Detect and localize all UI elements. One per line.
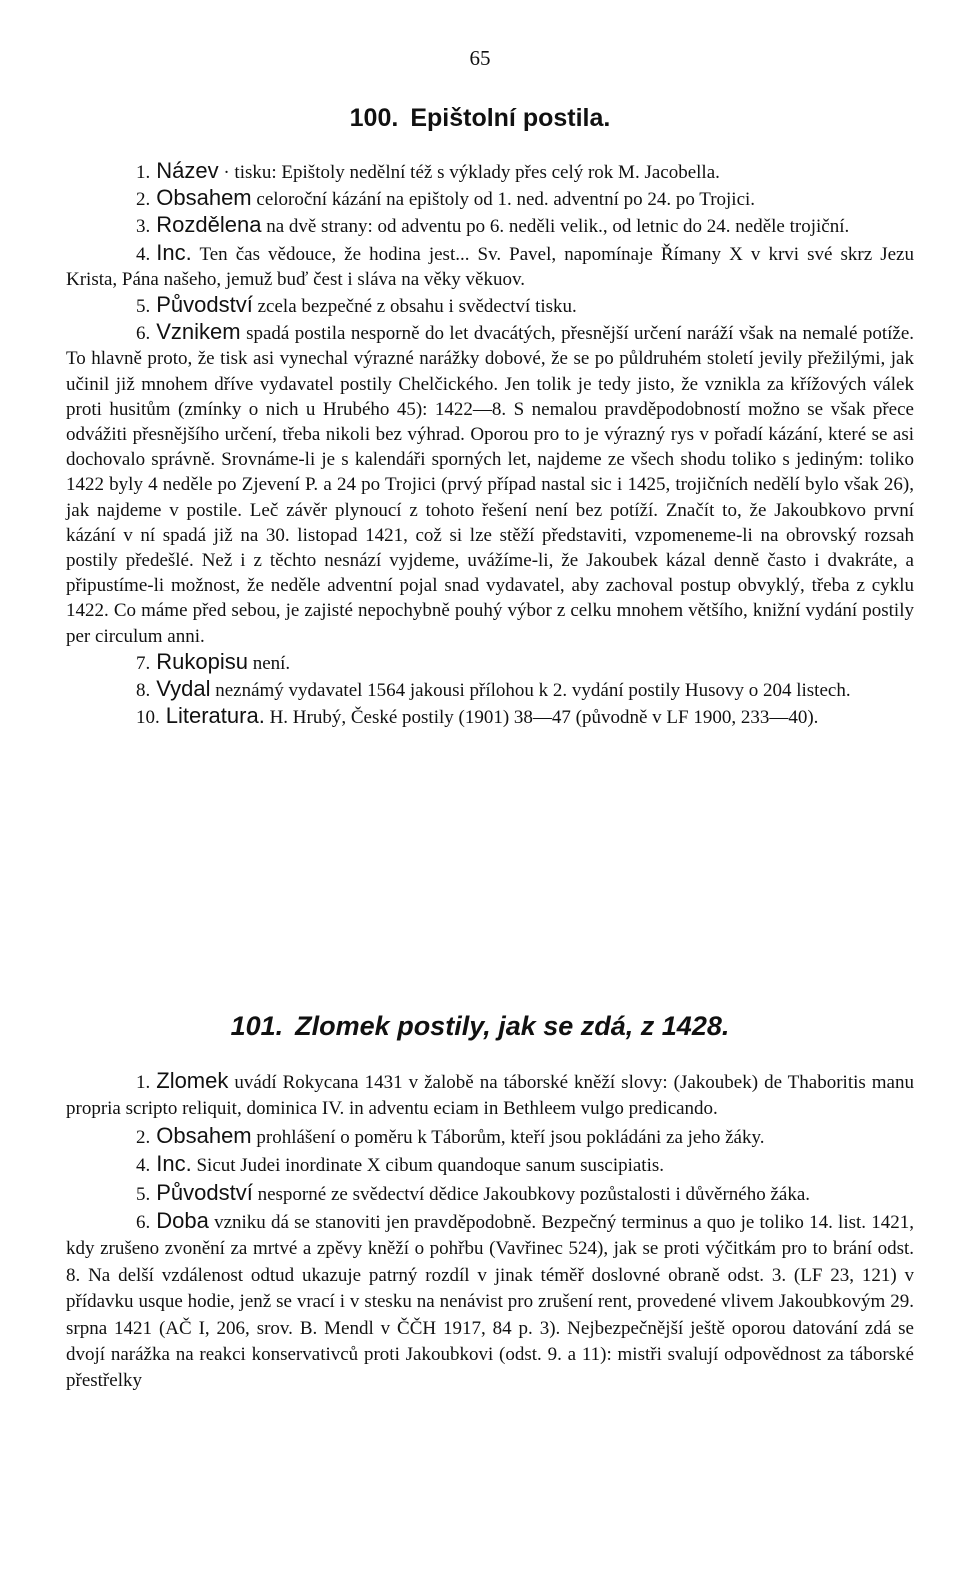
paragraph — [66, 319, 914, 649]
item-number: 2. — [136, 1126, 151, 1148]
paragraph — [66, 703, 914, 730]
item-number: 6. — [136, 323, 151, 345]
page-number: 65 — [469, 46, 491, 70]
section-number: 101. — [230, 1011, 284, 1041]
paragraph — [66, 1068, 914, 1123]
item-number: 5. — [136, 296, 151, 318]
paragraph — [66, 185, 914, 212]
item-text: nesporné ze svědectví dědice Jakoubkovy pozůstalosti i důvěrného žáka. — [257, 1183, 811, 1205]
paragraph — [66, 649, 914, 676]
item-number: 4. — [136, 1155, 151, 1177]
item-text: neznámý vydavatel 1564 jakousi přílohou k 2. vydání postily Husovy o 204 listech. — [215, 680, 851, 702]
item-text: celoroční kázání na epištoly od 1. ned. adventní po 24. po Trojici. — [256, 189, 756, 211]
item-keyword: Vznikem — [156, 319, 241, 345]
item-number: 8. — [136, 680, 151, 702]
item-number: 3. — [136, 216, 151, 238]
paragraph — [66, 158, 914, 185]
section-heading — [0, 104, 960, 133]
item-text: na dvě strany: od adventu po 6. neděli velik., od letnic do 24. neděle trojiční. — [266, 216, 850, 238]
item-keyword: Literatura. — [165, 703, 265, 729]
item-keyword: Obsahem — [156, 1122, 252, 1148]
item-text: spadá postila nesporně do let dvacátých, přesnější určení naráží však na nemalé potíže. To hlavně proto, že tisk asi vynechal výrazné narážky dobové, že se po půldruhém století jevily přežilými, jak učinil již mnohem dříve vydavatel postily Chelčického. Jen tolik je tedy jisto, že vznikla za křížových válek proti husitům (zmínky o nich u Hrubého 45): 1422—8. S nemalou pravděpodobností možno se však přece odvážiti přesnějšího určení, třeba nikoli bez výhrad. Oporou pro to je výrazný rys v pořadí kázání, které se asi dochovalo správně. Srovnáme-li je s kalendáři sporných let, najdeme ze všech shodu toliko s jediným: toliko 1422 byly 4 neděle po Zjevení P. a 24 po Trojici (prvý případ nastal sic i 1425, trojičních nedělí bylo však 26), jak najdeme v postile. Leč závěr plynoucí z tohoto řešení není bez potíží. Značít to, že Jakoubkovo první kázání v ní spadá již na 30. listopad 1421, což si lze stěží představiti, vzpomeneme-li na obrovský rozsah postily předešlé. Než i z těchto nesnází vyjdeme, uvážíme-li, že Jakoubek kázal denně často i dvakráte, a připustíme-li možnost, že neděle adventní pojal snad vydavatel, aby zachoval postup obvyklý, třeba z cyklu 1422. Co máme před sebou, je zajisté nepochybně pouhý výbor z celku mnohem většího, knižní vydání postily per circulum anni. — [66, 323, 915, 647]
paragraph — [66, 212, 914, 239]
item-keyword: Vydal — [156, 676, 211, 702]
section-title: Zlomek postily, jak se zdá, z 1428. — [295, 1011, 730, 1041]
item-text: · tisku: Epištoly nedělní též s výklady přes celý rok M. Jacobella. — [223, 162, 720, 183]
item-number: 5. — [136, 1183, 151, 1205]
item-text: Ten čas vědouce, že hodina jest... Sv. Pavel, napomínaje Římany X v krvi své skrz Jezu Krista, Pána našeho, jemuž buď čest i sláva na věky věkuov. — [66, 243, 914, 290]
paragraph — [66, 676, 914, 703]
item-text: prohlášení o poměru k Táborům, kteří jsou pokládáni za jeho žáky. — [256, 1126, 765, 1148]
item-keyword: Zlomek — [156, 1068, 229, 1093]
item-keyword: Původství — [156, 1179, 253, 1205]
section-heading — [0, 1011, 960, 1042]
item-keyword: Obsahem — [156, 185, 252, 211]
item-number: 4. — [136, 243, 151, 265]
item-number: 6. — [136, 1212, 151, 1234]
item-number: 2. — [136, 189, 151, 211]
item-text: není. — [252, 652, 291, 674]
item-text: vzniku dá se stanoviti jen pravděpodobně. Bezpečný terminus a quo je toliko 14. list. 1421, kdy zrušeno zvonění za mrtvé a zpěvy kněží o pohřbu (Vavřinec 524), jak se proti výčitkám pro to brání odst. 8. Na delší vzdálenost odtud ukazuje patrný rozdíl v jinak téměř doslovné obraně odst. 3. (LF 23, 121) v přídavku usque hodie, jenž se vrací i v stesku na nenávist pro zrušení rent, provedené vlivem Jakoubkovým 29. srpna 1421 (AČ I, 206, srov. B. Mendl v ČČH 1917, 84 p. 3). Nejbezpečnější ještě oporou datování zdá se dvojí narážka na reakci konservativců proti Jakoubkovi (odst. 9. a 11): mistři svalují odpovědnost za táborské přestřelky — [66, 1212, 914, 1392]
paragraph — [66, 1151, 914, 1179]
paragraph — [66, 292, 914, 319]
item-number: 7. — [136, 652, 151, 674]
item-keyword: Název — [156, 158, 219, 183]
section-title: Epištolní postila. — [410, 104, 611, 132]
item-text: Sicut Judei inordinate X cibum quandoque sanum suscipiatis. — [196, 1155, 665, 1177]
item-keyword: Rozdělena — [156, 212, 262, 238]
section-body — [66, 1068, 914, 1395]
item-text: zcela bezpečné z obsahu i svědectví tisku. — [257, 296, 577, 318]
paragraph — [66, 1123, 914, 1151]
item-number: 10. — [136, 707, 160, 729]
item-keyword: Původství — [156, 292, 253, 318]
item-number: 1. — [136, 1072, 151, 1093]
item-keyword: Inc. — [156, 239, 192, 265]
item-number: 1. — [136, 162, 151, 183]
item-keyword: Rukopisu — [156, 648, 248, 674]
section-number: 100. — [349, 104, 399, 132]
item-text: H. Hrubý, České postily (1901) 38—47 (původně v LF 1900, 233—40). — [269, 707, 819, 729]
section-body — [66, 158, 914, 730]
paragraph — [66, 1208, 914, 1395]
item-text: uvádí Rokycana 1431 v žalobě na táborské kněží slovy: (Jakoubek) de Thaboritis manu propria scripto reliquit, dominica IV. in adventu eciam in Bethleem vulgo predicando. — [66, 1072, 914, 1120]
paragraph — [66, 240, 914, 292]
item-keyword: Inc. — [156, 1151, 192, 1177]
item-keyword: Doba — [156, 1208, 209, 1234]
paragraph — [66, 1180, 914, 1208]
